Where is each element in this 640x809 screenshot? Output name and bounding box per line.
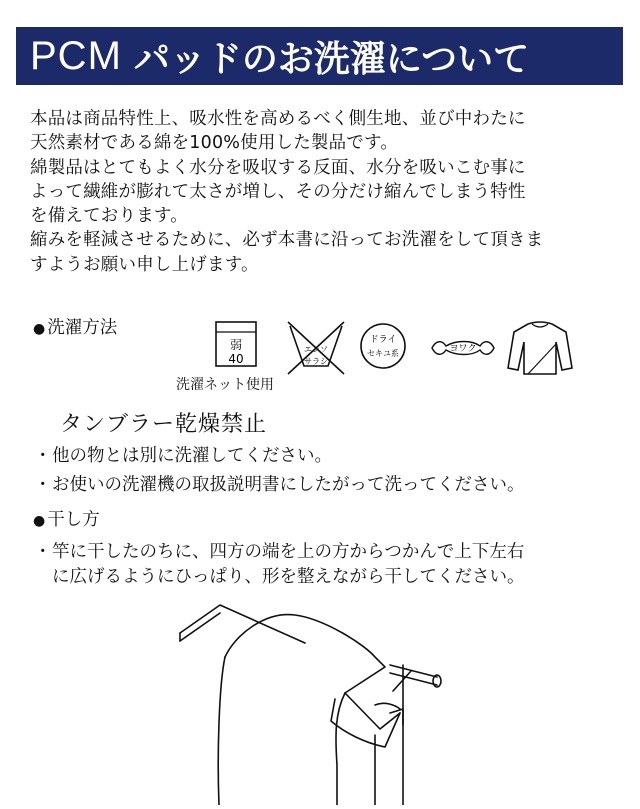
bullet-dot-icon: ● (33, 321, 46, 337)
note-line: 竿に干したのちに、四方の端を上の方からつかんで上下左右 (52, 542, 525, 562)
list-item (34, 540, 624, 589)
dry-clean-text-2: セキユ系 (367, 349, 399, 358)
intro-line: 天然素材である綿を100%使用した製品です。 (30, 133, 399, 154)
dry-clean-icon (361, 324, 405, 368)
dry-clean-text-1: ドライ (369, 335, 397, 345)
bleach-text-2: サラシ (304, 357, 328, 366)
tumble-dry-warning: タンブラー乾燥禁止 (60, 412, 268, 437)
drying-title-text: 干し方 (47, 510, 100, 530)
note-text: 他の物とは別に洗濯してください。 (52, 446, 332, 466)
washing-section-title (33, 317, 117, 340)
list-item (34, 473, 624, 498)
drying-notes (34, 540, 624, 589)
header-title: パッドのお洗濯について (133, 37, 530, 80)
drying-rack-illustration (175, 595, 465, 805)
bleach-text-1: エンソ (304, 345, 328, 354)
intro-line: すようお願い申し上げます。 (30, 254, 259, 275)
note-line: に広げるようにひっぱり、形を整えながら干してください。 (52, 566, 525, 587)
intro-line: よって繊維が膨れて太さが増し、その分だけ縮んでしまう特性 (30, 181, 526, 202)
drying-section-title (33, 509, 100, 532)
laundry-net-label: 洗濯ネット使用 (176, 377, 274, 393)
note-text: お使いの洗濯機の取扱説明書にしたがって洗ってください。 (52, 474, 525, 495)
bullet-dot-icon: ● (33, 513, 46, 529)
bullet-mark: ・ (34, 446, 52, 466)
intro-line: 本品は商品特性上、吸水性を高めるべく側生地、並び中わたに (30, 109, 526, 129)
intro-line: 綿製品はとてもよく水分を吸収する反面、水分を吸いこむ事に (30, 157, 526, 178)
wash-strength-label: 弱 (229, 338, 243, 352)
bullet-mark: ・ (34, 474, 52, 495)
header-product-name: PCM (30, 33, 122, 78)
bullet-mark: ・ (34, 542, 52, 562)
intro-line: を備えております。 (30, 206, 188, 227)
wring-gently-icon (432, 342, 494, 355)
note-text (52, 540, 525, 589)
intro-text (30, 107, 625, 277)
wring-text: ヨワク (449, 344, 477, 354)
no-bleach-icon (288, 322, 344, 374)
wash-tub-icon (216, 322, 256, 366)
page-header (16, 27, 623, 85)
wash-temp-label: 40 (228, 352, 244, 366)
intro-line: 縮みを軽減させるために、必ず本書に沿ってお洗濯をして頂きま (30, 230, 544, 251)
washing-notes (34, 444, 624, 497)
shirt-dry-icon (508, 322, 572, 374)
washing-title-text: 洗濯方法 (47, 318, 118, 338)
list-item (34, 444, 624, 469)
care-icons (210, 318, 580, 380)
